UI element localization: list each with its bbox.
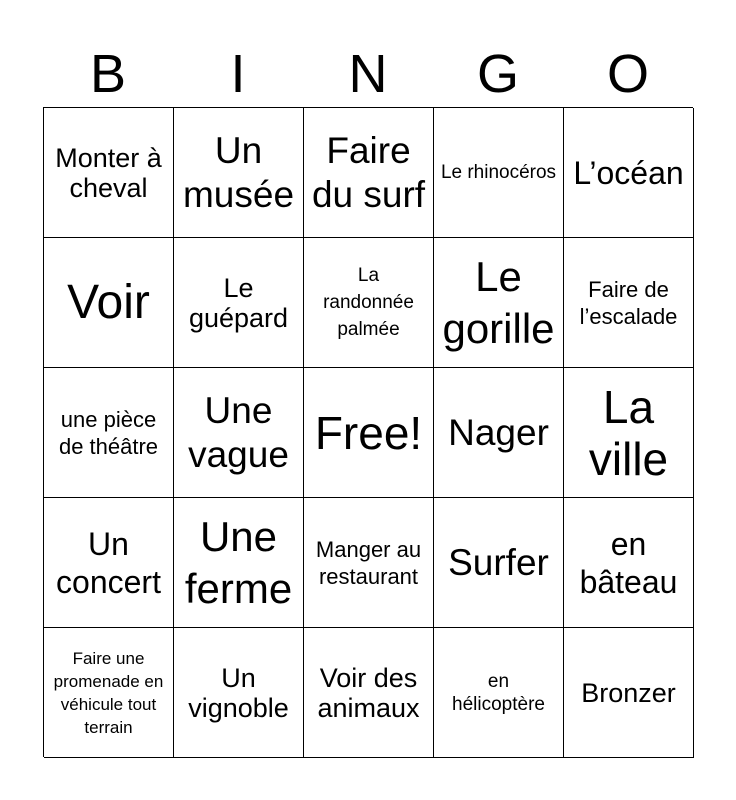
- bingo-header: [43, 40, 693, 108]
- bingo-cell[interactable]: [564, 498, 694, 628]
- cell-text: Voir: [67, 275, 150, 329]
- cell-text: La randonnée palmée: [323, 265, 414, 340]
- cell-text: Un concert: [56, 525, 161, 600]
- bingo-cell[interactable]: [434, 628, 564, 758]
- cell-text: Manger au restaurant: [315, 536, 422, 589]
- cell-text: en bâteau: [579, 525, 678, 600]
- cell-text: Free!: [314, 406, 423, 459]
- bingo-cell[interactable]: [304, 498, 434, 628]
- bingo-card-grid: [43, 107, 693, 757]
- bingo-cell[interactable]: [304, 238, 434, 368]
- cell-text: Le guépard: [188, 272, 289, 333]
- bingo-cell[interactable]: [304, 108, 434, 238]
- header-letter-n: N: [348, 44, 388, 104]
- header-letter-i: I: [230, 44, 246, 104]
- bingo-cell[interactable]: [434, 368, 564, 498]
- cell-text: Faire de l’escalade: [579, 276, 678, 329]
- bingo-cell[interactable]: [564, 368, 694, 498]
- bingo-cell[interactable]: [564, 108, 694, 238]
- cell-text: une pièce de théâtre: [58, 406, 159, 459]
- cell-text: L’océan: [573, 154, 684, 191]
- bingo-cell[interactable]: [174, 238, 304, 368]
- cell-text: Nager: [448, 411, 549, 453]
- bingo-cell[interactable]: [174, 368, 304, 498]
- cell-text: Faire une promenade en véhicule tout terrain: [53, 648, 164, 737]
- cell-text: Le rhinocéros: [440, 162, 557, 183]
- cell-text: Un vignoble: [188, 662, 289, 723]
- bingo-cell[interactable]: [174, 628, 304, 758]
- bingo-cell[interactable]: [44, 108, 174, 238]
- bingo-cell[interactable]: [44, 498, 174, 628]
- cell-text: Un musée: [182, 129, 295, 215]
- header-letter-b: B: [89, 44, 127, 104]
- bingo-cell[interactable]: [434, 108, 564, 238]
- cell-text: Une ferme: [184, 512, 293, 612]
- bingo-cell[interactable]: [564, 238, 694, 368]
- cell-text: Faire du surf: [311, 129, 426, 215]
- bingo-cell[interactable]: [44, 238, 174, 368]
- header-letter-g: G: [476, 44, 519, 104]
- cell-text: Une vague: [188, 389, 289, 475]
- cell-text: La ville: [588, 380, 669, 485]
- bingo-cell[interactable]: [174, 498, 304, 628]
- bingo-cell[interactable]: [44, 368, 174, 498]
- cell-text: Monter à cheval: [55, 142, 162, 203]
- bingo-cell[interactable]: [434, 498, 564, 628]
- bingo-cell[interactable]: [564, 628, 694, 758]
- bingo-cell[interactable]: [434, 238, 564, 368]
- cell-text: Le gorille: [442, 252, 555, 352]
- header-letter-o: O: [606, 44, 649, 104]
- cell-text: Bronzer: [581, 677, 676, 708]
- bingo-cell[interactable]: [304, 628, 434, 758]
- bingo-cell[interactable]: [174, 108, 304, 238]
- cell-text: Surfer: [448, 541, 549, 583]
- bingo-cell free-space[interactable]: [304, 368, 434, 498]
- bingo-cell[interactable]: [44, 628, 174, 758]
- cell-text: en hélicoptère: [452, 670, 545, 715]
- cell-text: Voir des animaux: [317, 662, 420, 723]
